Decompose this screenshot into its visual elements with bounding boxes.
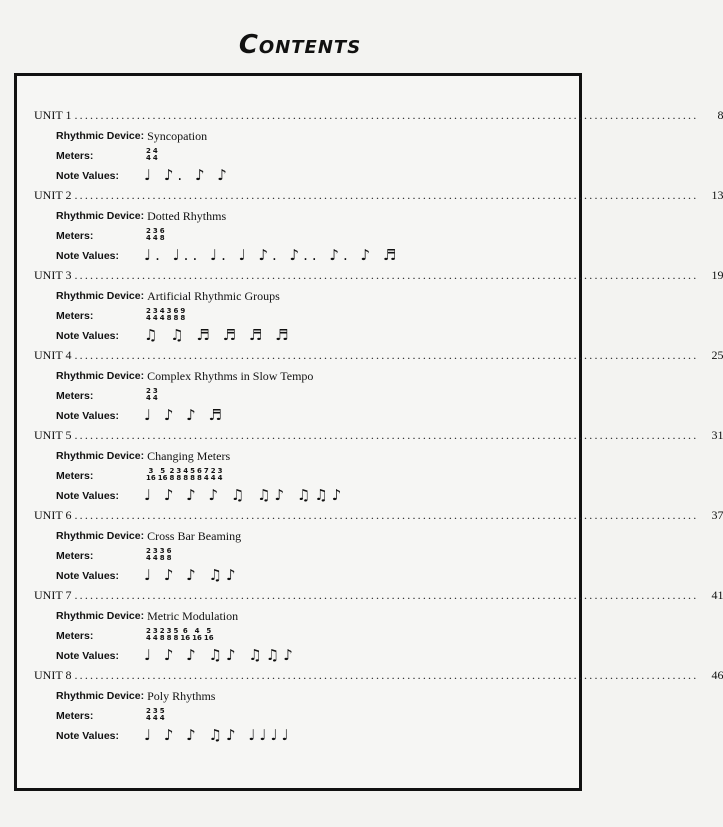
- meters-label: Meters:: [56, 390, 94, 402]
- leader-dots: ........................................................................................................................: [74, 428, 699, 442]
- page-number: 46: [711, 668, 723, 682]
- rhythmic-device-row: [56, 128, 207, 144]
- rhythmic-device-label: Rhythmic Device:: [56, 450, 145, 462]
- meters-label: Meters:: [56, 630, 94, 642]
- page-number: 41: [711, 588, 723, 602]
- time-signature: 2 4: [146, 147, 151, 162]
- meters-row: [56, 708, 93, 724]
- rhythmic-device-label: Rhythmic Device:: [56, 370, 145, 382]
- rhythmic-device-row: [56, 368, 313, 384]
- note-values-row: [56, 328, 119, 344]
- time-signature: 3 4: [152, 547, 158, 562]
- note-values-glyphs: ♩ ♪ ♪ ♬: [144, 406, 226, 424]
- time-signatures: [146, 468, 223, 482]
- time-signature: 4 8: [183, 467, 189, 482]
- unit-name: UNIT 5: [34, 428, 72, 442]
- note-values-glyphs: ♩ ♪ ♪ ♫♪ ♫♫♪: [144, 646, 297, 664]
- unit-heading-line[interactable]: [34, 348, 723, 364]
- unit-name: UNIT 8: [34, 668, 72, 682]
- time-signature: 4 4: [159, 307, 165, 322]
- time-signature: 5 4: [159, 707, 165, 722]
- time-signatures: [146, 548, 172, 562]
- note-values-label: Note Values:: [56, 170, 120, 182]
- meters-label: Meters:: [56, 310, 94, 322]
- note-values-label: Note Values:: [56, 410, 120, 422]
- time-signature: 2 4: [146, 547, 151, 562]
- time-signature: 2 8: [159, 627, 165, 642]
- unit-heading-line[interactable]: [34, 268, 723, 284]
- time-signature: 6 8: [159, 227, 165, 242]
- time-signature: 2 4: [146, 307, 151, 322]
- meters-row: [56, 308, 93, 324]
- note-values-label: Note Values:: [56, 490, 120, 502]
- meters-row: [56, 548, 93, 564]
- time-signature: 3 8: [166, 307, 172, 322]
- time-signature: 3 16: [146, 467, 156, 482]
- time-signature: 3 4: [152, 707, 158, 722]
- time-signature: 5 16: [203, 627, 214, 642]
- time-signature: 2 4: [146, 227, 151, 242]
- time-signature: 9 8: [180, 307, 186, 322]
- time-signature: 6 8: [166, 547, 172, 562]
- note-values-label: Note Values:: [56, 650, 120, 662]
- note-values-row: [56, 168, 119, 184]
- unit-name: UNIT 3: [34, 268, 72, 282]
- meters-label: Meters:: [56, 230, 94, 242]
- leader-dots: ........................................................................................................................: [74, 268, 699, 282]
- note-values-glyphs: ♩ ♪ ♪ ♫♪: [144, 566, 240, 584]
- time-signature: 3 8: [176, 467, 182, 482]
- note-values-label: Note Values:: [56, 330, 120, 342]
- unit-heading-line[interactable]: [34, 508, 723, 524]
- page-number: 25: [711, 348, 723, 362]
- time-signature: 2 4: [146, 707, 151, 722]
- meters-row: [56, 468, 93, 484]
- time-signature: 6 8: [173, 307, 179, 322]
- leader-dots: ........................................................................................................................: [74, 108, 699, 122]
- time-signature: 5 16: [157, 467, 168, 482]
- rhythmic-device-row: [56, 688, 215, 704]
- rhythmic-device-value: Changing Meters: [147, 448, 231, 463]
- time-signature: 5 8: [173, 627, 179, 642]
- time-signature: 3 8: [159, 547, 165, 562]
- time-signatures: [146, 308, 185, 322]
- time-signature: 2 4: [210, 467, 216, 482]
- unit-name: UNIT 6: [34, 508, 72, 522]
- leader-dots: ........................................................................................................................: [74, 348, 699, 362]
- time-signature: 2 8: [169, 467, 175, 482]
- unit-heading-line[interactable]: [34, 188, 723, 204]
- rhythmic-device-value: Complex Rhythms in Slow Tempo: [147, 368, 314, 383]
- unit-heading-line[interactable]: [34, 668, 723, 684]
- meters-label: Meters:: [56, 150, 94, 162]
- note-values-row: [56, 728, 119, 744]
- rhythmic-device-label: Rhythmic Device:: [56, 210, 145, 222]
- rhythmic-device-label: Rhythmic Device:: [56, 130, 145, 142]
- note-values-label: Note Values:: [56, 250, 120, 262]
- note-values-row: [56, 408, 119, 424]
- rhythmic-device-value: Poly Rhythms: [147, 688, 216, 703]
- note-values-glyphs: ♩ ♪ ♪ ♫♪ ♩♩♩♩: [144, 726, 293, 744]
- time-signature: 4 4: [152, 147, 158, 162]
- rhythmic-device-value: Cross Bar Beaming: [147, 528, 242, 543]
- time-signature: 3 4: [152, 627, 158, 642]
- rhythmic-device-value: Dotted Rhythms: [147, 208, 227, 223]
- note-values-row: [56, 488, 119, 504]
- time-signature: 6 8: [197, 467, 202, 482]
- page-number: 13: [711, 188, 723, 202]
- time-signatures: [146, 148, 158, 162]
- page-number: 37: [711, 508, 723, 522]
- rhythmic-device-row: [56, 528, 241, 544]
- note-values-label: Note Values:: [56, 730, 120, 742]
- note-values-glyphs: ♩ ♪ ♪ ♪ ♫ ♫♪ ♫♫♪: [144, 486, 346, 504]
- rhythmic-device-row: [56, 288, 280, 304]
- note-values-row: [56, 248, 119, 264]
- time-signature: 4 16: [192, 627, 202, 642]
- unit-heading-line[interactable]: [34, 588, 723, 604]
- time-signatures: [146, 388, 158, 402]
- note-values-row: [56, 648, 119, 664]
- note-values-glyphs: ♫ ♫ ♬ ♬ ♬ ♬: [144, 326, 293, 344]
- time-signature: 3 4: [152, 307, 158, 322]
- unit-heading-line[interactable]: [34, 428, 723, 444]
- time-signature: 3 4: [152, 387, 158, 402]
- unit-name: UNIT 1: [34, 108, 72, 122]
- meters-label: Meters:: [56, 710, 94, 722]
- unit-name: UNIT 7: [34, 588, 72, 602]
- meters-row: [56, 388, 93, 404]
- time-signature: 2 4: [146, 387, 151, 402]
- note-values-row: [56, 568, 119, 584]
- time-signature: 6 16: [180, 627, 191, 642]
- leader-dots: ........................................................................................................................: [74, 188, 699, 202]
- leader-dots: ........................................................................................................................: [74, 588, 699, 602]
- time-signature: 3 4: [217, 467, 223, 482]
- page-number: 8: [717, 108, 723, 122]
- time-signatures: [146, 228, 165, 242]
- meters-row: [56, 228, 93, 244]
- time-signature: 2 4: [146, 627, 151, 642]
- page-number: 19: [711, 268, 723, 282]
- rhythmic-device-label: Rhythmic Device:: [56, 530, 145, 542]
- rhythmic-device-value: Syncopation: [147, 128, 208, 143]
- time-signature: 5 8: [190, 467, 195, 482]
- leader-dots: ........................................................................................................................: [74, 508, 699, 522]
- meters-row: [56, 148, 93, 164]
- time-signatures: [146, 628, 214, 642]
- time-signature: 3 4: [152, 227, 158, 242]
- rhythmic-device-value: Metric Modulation: [147, 608, 239, 623]
- time-signature: 7 4: [203, 467, 209, 482]
- rhythmic-device-label: Rhythmic Device:: [56, 290, 145, 302]
- rhythmic-device-label: Rhythmic Device:: [56, 690, 145, 702]
- page-title: Contents: [238, 30, 362, 60]
- rhythmic-device-label: Rhythmic Device:: [56, 610, 145, 622]
- rhythmic-device-row: [56, 608, 238, 624]
- meters-label: Meters:: [56, 470, 94, 482]
- meters-label: Meters:: [56, 550, 94, 562]
- contents-frame: [14, 73, 723, 791]
- page-number: 31: [711, 428, 723, 442]
- time-signature: 3 8: [166, 627, 172, 642]
- unit-name: UNIT 2: [34, 188, 72, 202]
- rhythmic-device-row: [56, 208, 226, 224]
- unit-heading-line[interactable]: [34, 108, 723, 124]
- note-values-label: Note Values:: [56, 570, 120, 582]
- rhythmic-device-value: Artificial Rhythmic Groups: [147, 288, 280, 303]
- leader-dots: ........................................................................................................................: [74, 668, 699, 682]
- meters-row: [56, 628, 93, 644]
- time-signatures: [146, 708, 165, 722]
- note-values-glyphs: ♩. ♩.. ♩. ♩ ♪. ♪.. ♪. ♪ ♬: [144, 246, 401, 264]
- rhythmic-device-row: [56, 448, 230, 464]
- unit-name: UNIT 4: [34, 348, 72, 362]
- note-values-glyphs: ♩ ♪. ♪ ♪: [144, 166, 231, 184]
